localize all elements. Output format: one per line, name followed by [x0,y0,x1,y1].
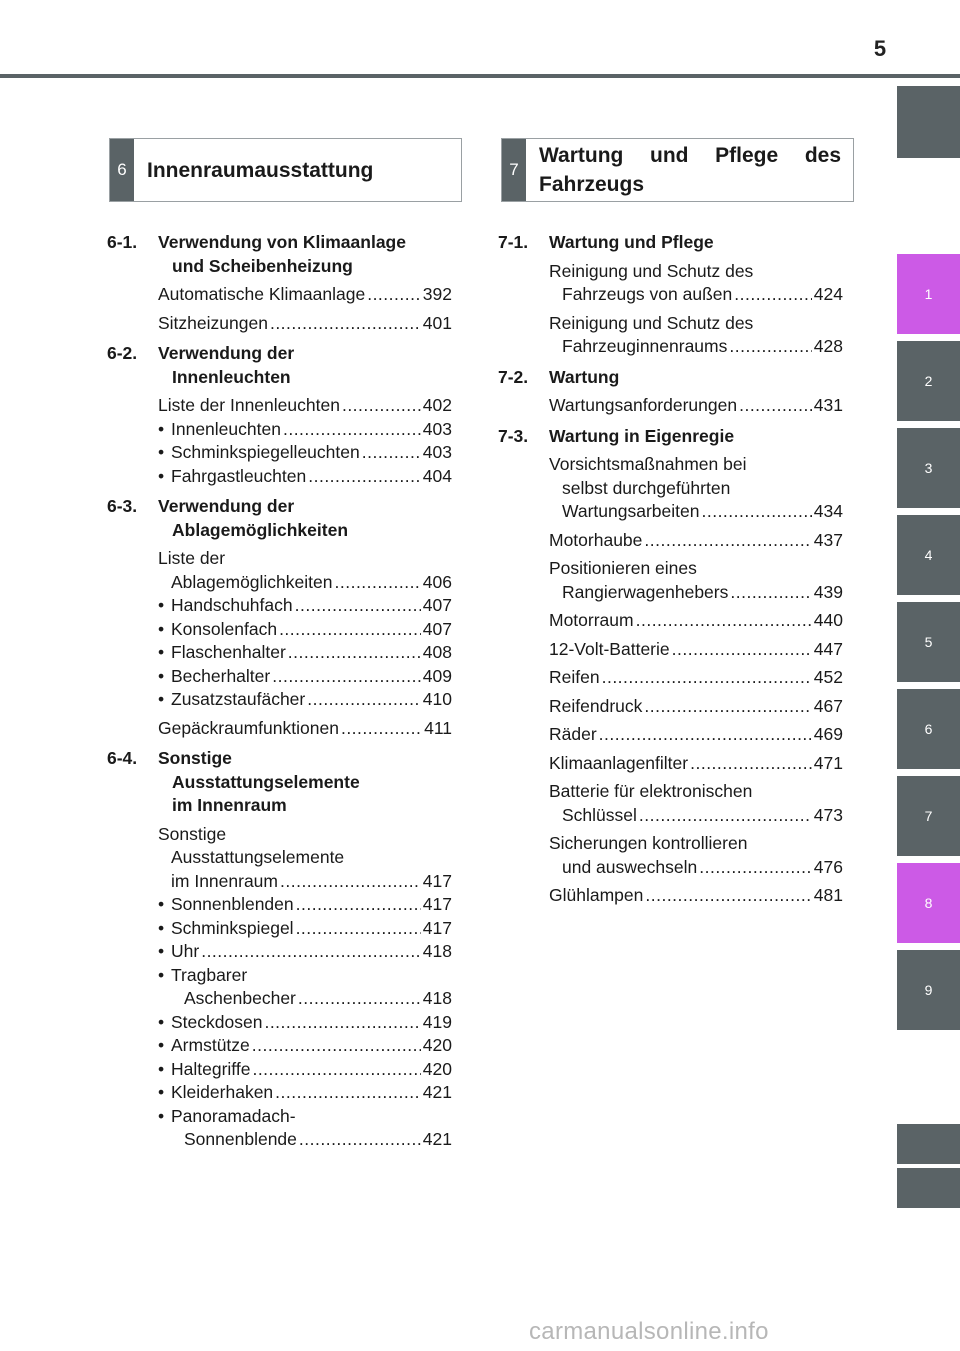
page-number: 5 [873,36,887,61]
chapter-title: Wartung [549,366,620,387]
toc-entry[interactable] [107,717,452,741]
page-ref: 418 [422,941,452,961]
toc-entry-label: und auswechseln [562,856,698,877]
toc-entry-label: Armstütze [171,1035,250,1055]
section-header-6 [109,138,462,202]
chapter-number: 6-2. [107,343,138,363]
toc-entry-line: Positionieren eines [549,558,697,578]
toc-entry-line [171,688,452,712]
leader-dots [362,441,421,465]
toc-entry-label: Flaschenhalter [171,642,286,662]
toc-entry-label: Kleiderhaken [171,1082,274,1102]
leader-dots [296,917,421,941]
bullet-mark: • [158,465,165,486]
chapter-tab-1[interactable]: 1 [897,254,960,334]
bullet-mark: • [158,595,165,615]
toc-entry-label: Klimaanlagenfilter [549,752,689,773]
page-ref: 447 [813,638,843,659]
leader-dots [645,884,811,908]
leader-dots [272,665,421,689]
bullet-mark: • [158,1105,165,1126]
toc-entry-label: Liste der Innenleuchten [158,395,340,415]
page-ref: 403 [422,442,452,462]
section-number-6: 6 [110,139,134,201]
page-ref: 409 [422,665,452,686]
chapter-tab-strip [897,0,960,1351]
toc-entry-label: 12-Volt-Batterie [549,638,670,659]
page-ref: 439 [813,581,843,602]
leader-dots [734,283,812,307]
chapter-number: 7-1. [498,232,529,252]
page-ref: 434 [813,501,843,521]
toc-entry-line: Sonstige [158,823,227,844]
toc-entry-label: Schminkspiegel [171,917,294,938]
toc-entry[interactable] [107,283,452,307]
toc-entry-label: Aschenbecher [184,988,296,1008]
page-ref: 471 [813,752,843,773]
page-ref: 410 [422,689,452,709]
toc-entry-label: Motorhaube [549,529,643,550]
toc-entry[interactable] [498,453,843,524]
toc-column-6 [107,224,452,1152]
section-title-6: Innenraumausstattung [147,158,374,182]
toc-entry-label: Reifen [549,667,600,687]
page-ref: 407 [422,595,452,615]
bullet-mark: • [158,665,165,686]
bullet-mark: • [158,1082,165,1102]
toc-entry-label: Motorraum [549,610,634,630]
bullet-mark: • [158,1035,165,1055]
toc-entry[interactable] [498,609,843,633]
leader-dots [729,335,811,359]
leader-dots [308,465,421,489]
toc-entry[interactable] [498,666,843,690]
leader-dots [639,804,812,828]
toc-entry-line [158,283,452,307]
page-ref: 424 [813,284,843,304]
toc-entry-label: Innenleuchten [171,418,281,439]
toc-entry-line [171,641,452,665]
toc-entry[interactable] [498,832,843,879]
toc-entry-label: Sonnenblende [184,1129,297,1149]
toc-entry[interactable] [498,884,843,908]
leader-dots [298,987,421,1011]
page-ref: 431 [813,395,843,415]
leader-dots [644,529,811,553]
toc-entry-label: Wartungsarbeiten [562,501,700,521]
toc-entry-line [549,804,843,828]
toc-entry-label: Fahrzeugs von außen [562,284,733,304]
toc-entry[interactable] [107,1034,452,1058]
chapter-number: 6-4. [107,748,138,768]
page-ref: 418 [422,988,452,1008]
toc-entry-label: Steckdosen [171,1011,263,1032]
toc-entry-line: Ausstattungselemente [171,847,345,867]
leader-dots [730,581,811,605]
toc-entry-label: Rangierwagenhebers [562,581,729,602]
toc-entry-label: Uhr [171,941,200,961]
page-ref: 452 [813,667,843,687]
leader-dots [270,312,421,336]
toc-entry[interactable] [107,1081,452,1105]
toc-entry[interactable] [107,465,452,489]
chapter-title: Verwendung von Klimaanlage und Scheibenheizung [158,232,406,276]
leader-dots [201,940,421,964]
toc-entry-line [549,752,843,776]
toc-entry[interactable] [107,893,452,917]
page-ref: 481 [813,885,843,905]
chapter-number: 7-3. [498,425,529,446]
toc-entry[interactable] [107,394,452,418]
toc-entry-label: Handschuhfach [171,595,293,615]
toc-entry-line [549,856,843,880]
bullet-mark: • [158,642,165,662]
toc-entry-line [549,529,843,553]
leader-dots [342,394,421,418]
leader-dots [672,638,812,662]
chapter-tab-9[interactable]: 9 [897,950,960,1030]
toc-entry-line [549,638,843,662]
toc-entry-label: im Innenraum [171,870,278,891]
bullet-mark: • [158,917,165,938]
page-ref: 411 [424,717,452,738]
page-ref: 420 [422,1058,452,1079]
leader-dots [307,688,421,712]
toc-entry[interactable] [107,823,452,894]
toc-entry[interactable] [107,618,452,642]
leader-dots [283,418,421,442]
toc-entry-line [549,666,843,690]
leader-dots [636,609,812,633]
toc-entry-label: Sonnenblenden [171,894,294,914]
toc-entry-line [171,618,452,642]
chapter-tab-7[interactable]: 7 [897,776,960,856]
toc-entry-line [171,465,452,489]
section-title-7: Wartung und Pflege des Fahrzeugs [539,144,841,196]
toc-entry-label: Räder [549,724,597,744]
toc-entry-line [549,884,843,908]
chapter-heading [498,425,843,449]
toc-entry-line: Panoramadach- [171,1105,296,1126]
bullet-mark: • [158,894,165,914]
toc-entry-line [171,1058,452,1082]
toc-entry-line [158,312,452,336]
toc-entry-label: Sitzheizungen [158,312,268,333]
toc-entry-line [158,571,452,595]
toc-entry[interactable] [498,723,843,747]
toc-entry-label: Wartungsanforderungen [549,395,738,415]
toc-entry[interactable] [107,312,452,336]
chapter-number: 6-3. [107,496,138,516]
toc-entry[interactable] [498,752,843,776]
chapter-heading [498,366,843,390]
page-ref: 408 [422,642,452,662]
chapter-tab-blank[interactable] [897,1124,960,1164]
toc-entry-label: Konsolenfach [171,618,278,639]
leader-dots [299,1128,421,1152]
toc-entry[interactable] [107,917,452,941]
toc-entry-line [171,1128,452,1152]
toc-entry-label: Schlüssel [562,804,637,825]
bullet-mark: • [158,418,165,439]
toc-entry-label: Haltegriffe [171,1058,251,1079]
chapter-tab-3[interactable]: 3 [897,428,960,508]
watermark: carmanualsonline.info [529,1318,769,1345]
bullet-mark: • [158,941,165,961]
page-ref: 420 [422,1035,452,1055]
toc-entry-label: Automatische Klimaanlage [158,284,366,304]
page-ref: 469 [813,724,843,744]
toc-entry-line: Reinigung und Schutz des [549,260,754,281]
chapter-tab-blank[interactable] [897,86,960,158]
chapter-title: Verwendung der Innenleuchten [158,343,295,387]
leader-dots [699,856,812,880]
page-ref: 417 [422,894,452,914]
page-ref: 419 [422,1011,452,1032]
chapter-number: 7-2. [498,366,529,387]
page-ref: 421 [422,1129,452,1149]
toc-entry-line [158,717,452,741]
leader-dots [279,618,421,642]
page-ref: 473 [813,804,843,825]
chapter-title: Sonstige Ausstattungselemente im Innenraum [158,748,360,815]
toc-entry-label: Reifendruck [549,695,643,716]
toc-entry-line [171,1034,452,1058]
toc-entry-line [549,283,843,307]
leader-dots [690,752,812,776]
page-ref: 476 [813,856,843,877]
toc-entry[interactable] [107,1058,452,1082]
toc-entry[interactable] [107,641,452,665]
toc-entry-label: Fahrgastleuchten [171,465,307,486]
bullet-mark: • [158,1011,165,1032]
chapter-title: Verwendung der Ablagemöglichkeiten [158,496,349,540]
toc-column-7 [498,224,843,908]
toc-entry-line [171,1011,452,1035]
chapter-tab-6[interactable]: 6 [897,689,960,769]
toc-entry-line [158,870,452,894]
page-ref: 404 [422,465,452,486]
leader-dots [296,893,421,917]
toc-entry-line: Reinigung und Schutz des [549,312,754,333]
page-ref: 417 [422,870,452,891]
leader-dots [644,695,811,719]
leader-dots [288,641,421,665]
toc-entry[interactable] [498,638,843,662]
leader-dots [295,594,421,618]
toc-entry-line [549,394,843,418]
toc-entry-line [158,394,452,418]
chapter-tab-blank[interactable] [897,1168,960,1208]
section-header-7 [501,138,854,202]
toc-entry-line [549,695,843,719]
page-ref: 401 [422,312,452,333]
page-ref: 402 [422,395,452,415]
page-ref: 417 [422,917,452,938]
toc-entry-line [171,1081,452,1105]
page-ref: 406 [422,571,452,592]
toc-entry-label: Glühlampen [549,885,644,905]
toc-entry[interactable] [107,594,452,618]
toc-entry[interactable] [498,260,843,307]
toc-entry-line: selbst durchgeführten [562,477,731,498]
toc-entry-label: Gepäckraumfunktionen [158,717,339,738]
toc-entry-label: Zusatzstaufächer [171,689,306,709]
toc-entry[interactable] [107,665,452,689]
toc-entry[interactable] [498,529,843,553]
toc-entry-line: Vorsichtsmaßnahmen bei [549,454,747,474]
leader-dots [335,571,421,595]
chapter-heading [107,747,452,818]
page-ref: 421 [422,1082,452,1102]
chapter-title: Wartung und Pflege [549,232,714,252]
leader-dots [341,717,422,741]
chapter-tab-8[interactable]: 8 [897,863,960,943]
page-ref: 437 [813,529,843,550]
toc-entry-line: Batterie für elektronischen [549,781,753,801]
toc-entry-line [171,665,452,689]
toc-entry[interactable] [107,940,452,964]
toc-entry[interactable] [107,441,452,465]
chapter-tab-2[interactable]: 2 [897,341,960,421]
leader-dots [275,1081,421,1105]
toc-entry-line [549,723,843,747]
page-ref: 428 [813,336,843,356]
toc-entry-line [549,335,843,359]
bullet-mark: • [158,442,165,462]
chapter-number: 6-1. [107,232,138,252]
toc-entry[interactable] [498,394,843,418]
leader-dots [599,723,812,747]
toc-entry-line [171,893,452,917]
leader-dots [252,1034,421,1058]
toc-entry-line: Tragbarer [171,964,248,985]
toc-entry-line [171,987,452,1011]
section-number-7: 7 [502,139,526,201]
leader-dots [280,870,421,894]
chapter-tab-4[interactable]: 4 [897,515,960,595]
page-ref: 467 [813,695,843,716]
toc-entry-label: Schminkspiegelleuchten [171,442,360,462]
toc-entry-line [549,609,843,633]
leader-dots [367,283,421,307]
toc-entry-label: Ablagemöglichkeiten [171,571,333,592]
toc-entry-line [171,940,452,964]
leader-dots [602,666,812,690]
toc-entry[interactable] [498,780,843,827]
toc-entry[interactable] [498,695,843,719]
leader-dots [264,1011,420,1035]
bullet-mark: • [158,964,165,985]
leader-dots [701,500,811,524]
page-ref: 392 [422,284,452,304]
bullet-mark: • [158,1058,165,1079]
bullet-mark: • [158,689,165,709]
toc-entry[interactable] [498,312,843,359]
chapter-heading [498,231,843,255]
chapter-heading [107,342,452,389]
toc-entry-label: Fahrzeuginnenraums [562,336,728,356]
toc-entry[interactable] [107,1011,452,1035]
toc-entry-line: Sicherungen kontrollieren [549,833,748,853]
toc-entry-line [171,917,452,941]
toc-entry[interactable] [107,964,452,1011]
page-ref: 407 [422,618,452,639]
toc-entry-line: Liste der [158,548,226,568]
chapter-title: Wartung in Eigenregie [549,425,735,446]
toc-entry-line [171,594,452,618]
toc-entry[interactable] [107,547,452,594]
toc-entry[interactable] [498,557,843,604]
page-ref: 440 [813,610,843,630]
toc-entry[interactable] [107,688,452,712]
page-ref: 403 [422,418,452,439]
chapter-tab-5[interactable]: 5 [897,602,960,682]
toc-entry-label: Becherhalter [171,665,271,686]
leader-dots [252,1058,420,1082]
chapter-heading [107,495,452,542]
leader-dots [739,394,812,418]
toc-entry-line [549,500,843,524]
toc-entry[interactable] [107,418,452,442]
bullet-mark: • [158,618,165,639]
toc-entry-line [171,418,452,442]
toc-entry-line [549,581,843,605]
top-rule [0,74,960,78]
chapter-heading [107,231,452,278]
toc-entry-line [171,441,452,465]
toc-entry[interactable] [107,1105,452,1152]
